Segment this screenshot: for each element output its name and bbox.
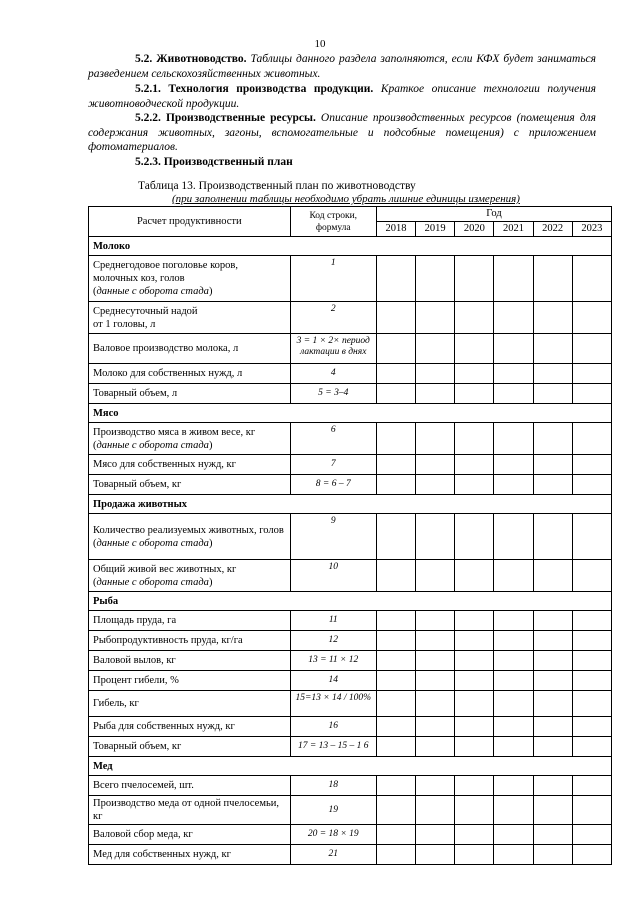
row-label-text: Рыба для собственных нужд, кг: [93, 721, 235, 732]
row-label: [89, 384, 291, 404]
page-number: 10: [314, 38, 326, 50]
value-cell[interactable]: [455, 825, 494, 845]
row-code: 7: [290, 455, 376, 475]
value-cell[interactable]: [572, 384, 611, 404]
value-cell[interactable]: [376, 631, 415, 651]
value-cell[interactable]: [455, 256, 494, 302]
value-cell[interactable]: [376, 514, 415, 560]
row-label-text: Молоко для собственных нужд, л: [93, 368, 243, 379]
row-label: [89, 364, 291, 384]
table-row: [89, 651, 612, 671]
value-cell[interactable]: [376, 302, 415, 334]
row-note: данные с оборота стада: [96, 286, 209, 297]
value-cell[interactable]: [416, 737, 455, 757]
row-label-text: Количество реализуемых животных, голов: [93, 524, 284, 536]
value-cell[interactable]: [494, 455, 533, 475]
value-cell[interactable]: [494, 364, 533, 384]
table-row: [89, 423, 612, 455]
value-cell[interactable]: [494, 717, 533, 737]
row-label: [89, 825, 291, 845]
value-cell[interactable]: [533, 302, 572, 334]
row-label-text: Валовой сбор меда, кг: [93, 829, 193, 840]
table-row: [89, 691, 612, 717]
row-code: 17 = 13 – 15 – 1 6: [290, 737, 376, 757]
value-cell[interactable]: [572, 611, 611, 631]
row-label-text: Рыбопродуктивность пруда, кг/га: [93, 635, 243, 646]
value-cell[interactable]: [533, 737, 572, 757]
table-note: (при заполнении таблицы необходимо убрать лишние единицы измерения): [172, 193, 520, 205]
row-code: 4: [290, 364, 376, 384]
table-row: [89, 631, 612, 651]
row-label: [89, 651, 291, 671]
value-cell[interactable]: [455, 423, 494, 455]
row-label-text-2: от 1 головы, л: [93, 318, 156, 330]
value-cell[interactable]: [416, 671, 455, 691]
row-label-text: Валовой вылов, кг: [93, 655, 176, 666]
value-cell[interactable]: [376, 475, 415, 495]
row-label: [89, 796, 291, 825]
value-cell[interactable]: [572, 691, 611, 717]
table-row: [89, 845, 612, 865]
value-cell[interactable]: [572, 514, 611, 560]
header-indicator: Расчет продуктивности: [89, 207, 291, 237]
value-cell[interactable]: [533, 475, 572, 495]
row-label-text: Среднегодовое поголовье коров, молочных коз, голов: [93, 260, 238, 284]
value-cell[interactable]: [572, 475, 611, 495]
value-cell[interactable]: [533, 671, 572, 691]
value-cell[interactable]: [533, 691, 572, 717]
section-5-2-2: [88, 111, 596, 155]
value-cell[interactable]: [376, 845, 415, 865]
value-cell[interactable]: [376, 423, 415, 455]
value-cell[interactable]: [572, 256, 611, 302]
value-cell[interactable]: [533, 845, 572, 865]
value-cell[interactable]: [494, 611, 533, 631]
value-cell[interactable]: [416, 776, 455, 796]
header-year: Год: [376, 207, 611, 222]
section-5-2-1-text: Краткое описание технологии получения животноводческой продукции.: [88, 83, 596, 110]
row-label-text: Валовое производство молока, л: [93, 343, 239, 354]
value-cell[interactable]: [572, 825, 611, 845]
group-row: [89, 757, 612, 776]
value-cell[interactable]: [376, 384, 415, 404]
value-cell[interactable]: [455, 611, 494, 631]
group-title: Мясо: [89, 404, 612, 423]
section-5-2-2-number: 5.2.2.: [135, 112, 161, 124]
value-cell[interactable]: [455, 364, 494, 384]
value-cell[interactable]: [494, 776, 533, 796]
value-cell[interactable]: [455, 717, 494, 737]
header-code: Код строки, формула: [290, 207, 376, 237]
section-5-2-2-text: Описание производственных ресурсов (помещения для содержания животных, загоны, вспомогательные и подсобные помещения) с приложением фотоматериалов.: [88, 112, 597, 153]
value-cell[interactable]: [376, 825, 415, 845]
value-cell[interactable]: [533, 651, 572, 671]
value-cell[interactable]: [572, 334, 611, 364]
row-code: 14: [290, 671, 376, 691]
row-code: 21: [290, 845, 376, 865]
row-code: 12: [290, 631, 376, 651]
table-row: [89, 455, 612, 475]
table-row: [89, 514, 612, 560]
value-cell[interactable]: [533, 384, 572, 404]
value-cell[interactable]: [416, 691, 455, 717]
value-cell[interactable]: [416, 334, 455, 364]
value-cell[interactable]: [533, 776, 572, 796]
group-row: [89, 404, 612, 423]
value-cell[interactable]: [376, 776, 415, 796]
value-cell[interactable]: [494, 671, 533, 691]
section-5-2-1: [88, 82, 596, 111]
table-row: [89, 671, 612, 691]
row-label-text: Мед для собственных нужд, кг: [93, 849, 231, 860]
table-row: [89, 776, 612, 796]
table-row: [89, 825, 612, 845]
value-cell[interactable]: [572, 631, 611, 651]
value-cell[interactable]: [455, 737, 494, 757]
value-cell[interactable]: [533, 334, 572, 364]
row-code: 9: [290, 514, 376, 560]
table-row: [89, 560, 612, 592]
row-label-text: Товарный объем, кг: [93, 741, 182, 752]
value-cell[interactable]: [416, 796, 455, 825]
value-cell[interactable]: [416, 611, 455, 631]
row-label-text: Производство мяса в живом весе, кг: [93, 426, 256, 438]
row-code: 11: [290, 611, 376, 631]
group-row: [89, 592, 612, 611]
value-cell[interactable]: [416, 384, 455, 404]
value-cell[interactable]: [572, 560, 611, 592]
value-cell[interactable]: [455, 514, 494, 560]
year-cell: 2020: [455, 222, 494, 237]
value-cell[interactable]: [533, 611, 572, 631]
value-cell[interactable]: [572, 455, 611, 475]
value-cell[interactable]: [376, 737, 415, 757]
row-note: данные с оборота стада: [96, 439, 209, 451]
section-5-2-number: 5.2.: [135, 53, 153, 65]
section-5-2: [88, 52, 596, 81]
value-cell[interactable]: [494, 256, 533, 302]
row-code: 1: [290, 256, 376, 302]
table-row: [89, 334, 612, 364]
section-5-2-title: Животноводство.: [156, 53, 247, 65]
value-cell[interactable]: [533, 455, 572, 475]
row-code: 6: [290, 423, 376, 455]
section-5-2-2-title: Производственные ресурсы.: [165, 112, 316, 124]
value-cell[interactable]: [416, 364, 455, 384]
value-cell[interactable]: [376, 796, 415, 825]
value-cell[interactable]: [494, 651, 533, 671]
production-plan-table: [88, 206, 612, 865]
value-cell[interactable]: [572, 651, 611, 671]
value-cell[interactable]: [376, 691, 415, 717]
value-cell[interactable]: [494, 302, 533, 334]
row-code: 15=13 × 14 / 100%: [290, 691, 376, 717]
value-cell[interactable]: [494, 384, 533, 404]
row-code: 18: [290, 776, 376, 796]
value-cell[interactable]: [416, 455, 455, 475]
row-note: данные с оборота стада: [96, 576, 209, 588]
group-row: [89, 237, 612, 256]
value-cell[interactable]: [416, 651, 455, 671]
value-cell[interactable]: [455, 631, 494, 651]
row-code: 20 = 18 × 19: [290, 825, 376, 845]
value-cell[interactable]: [533, 631, 572, 651]
value-cell[interactable]: [416, 475, 455, 495]
value-cell[interactable]: [376, 560, 415, 592]
value-cell[interactable]: [376, 717, 415, 737]
group-row: [89, 495, 612, 514]
year-cell: 2021: [494, 222, 533, 237]
table-row: [89, 796, 612, 825]
section-5-2-1-number: 5.2.1.: [135, 83, 161, 95]
value-cell[interactable]: [494, 334, 533, 364]
value-cell[interactable]: [455, 334, 494, 364]
value-cell[interactable]: [455, 302, 494, 334]
value-cell[interactable]: [533, 825, 572, 845]
row-label: [89, 334, 291, 364]
value-cell[interactable]: [455, 560, 494, 592]
value-cell[interactable]: [494, 423, 533, 455]
row-label: [89, 455, 291, 475]
row-label: Общий живой вес животных, кг (данные с оборота стада): [89, 560, 291, 592]
value-cell[interactable]: [455, 651, 494, 671]
row-code: 3 = 1 × 2× период лактации в днях: [290, 334, 376, 364]
table-row: [89, 302, 612, 334]
value-cell[interactable]: [416, 560, 455, 592]
value-cell[interactable]: [533, 514, 572, 560]
value-cell[interactable]: [376, 334, 415, 364]
value-cell[interactable]: [533, 717, 572, 737]
value-cell[interactable]: [533, 796, 572, 825]
value-cell[interactable]: [455, 796, 494, 825]
value-cell[interactable]: [376, 256, 415, 302]
value-cell[interactable]: [494, 514, 533, 560]
value-cell[interactable]: [572, 717, 611, 737]
value-cell[interactable]: [416, 256, 455, 302]
value-cell[interactable]: [416, 717, 455, 737]
value-cell[interactable]: [455, 845, 494, 865]
row-label: [89, 475, 291, 495]
value-cell[interactable]: [572, 302, 611, 334]
row-label-text: Площадь пруда, га: [93, 615, 177, 626]
row-label-text: Товарный объем, л: [93, 388, 178, 399]
row-code: 8 = 6 – 7: [290, 475, 376, 495]
row-label-text: Товарный объем, кг: [93, 479, 182, 490]
value-cell[interactable]: [572, 737, 611, 757]
row-label-text: Общий живой вес животных, кг: [93, 563, 237, 575]
value-cell[interactable]: [455, 475, 494, 495]
value-cell[interactable]: [376, 651, 415, 671]
value-cell[interactable]: [455, 384, 494, 404]
value-cell[interactable]: [416, 514, 455, 560]
table-row: [89, 256, 612, 302]
value-cell[interactable]: [376, 671, 415, 691]
section-5-2-1-title: Технология производства продукции.: [168, 83, 374, 95]
value-cell[interactable]: [416, 423, 455, 455]
row-code: 16: [290, 717, 376, 737]
row-note: данные с оборота стада: [96, 537, 209, 549]
table-row: [89, 475, 612, 495]
value-cell[interactable]: [572, 776, 611, 796]
row-label: [89, 611, 291, 631]
row-label: Производство мяса в живом весе, кг (данные с оборота стада): [89, 423, 291, 455]
row-code: 5 = 3–4: [290, 384, 376, 404]
value-cell[interactable]: [455, 691, 494, 717]
value-cell[interactable]: [572, 671, 611, 691]
row-label-text: Всего пчелосемей, шт.: [93, 780, 194, 791]
value-cell[interactable]: [455, 776, 494, 796]
value-cell[interactable]: [376, 611, 415, 631]
year-cell: 2022: [533, 222, 572, 237]
row-label: [89, 737, 291, 757]
value-cell[interactable]: [494, 475, 533, 495]
table-row: [89, 611, 612, 631]
table-row: [89, 717, 612, 737]
row-code: 19: [290, 796, 376, 825]
value-cell[interactable]: [572, 796, 611, 825]
value-cell[interactable]: [494, 691, 533, 717]
year-cell: 2023: [572, 222, 611, 237]
value-cell[interactable]: [533, 560, 572, 592]
value-cell[interactable]: [533, 423, 572, 455]
value-cell[interactable]: [572, 364, 611, 384]
row-label: [89, 691, 291, 717]
table-row: [89, 384, 612, 404]
group-title: Молоко: [89, 237, 612, 256]
year-cell: 2019: [416, 222, 455, 237]
row-label-text: Гибель, кг: [93, 698, 139, 709]
row-code: 10: [290, 560, 376, 592]
value-cell[interactable]: [533, 364, 572, 384]
value-cell[interactable]: [494, 560, 533, 592]
row-label: Количество реализуемых животных, голов (данные с оборота стада): [89, 514, 291, 560]
row-code: 13 = 11 × 12: [290, 651, 376, 671]
value-cell[interactable]: [494, 845, 533, 865]
year-cell: 2018: [376, 222, 415, 237]
row-label: [89, 717, 291, 737]
value-cell[interactable]: [376, 455, 415, 475]
section-5-2-3-title: 5.2.3. Производственный план: [135, 156, 293, 168]
value-cell[interactable]: [572, 845, 611, 865]
value-cell[interactable]: [455, 671, 494, 691]
value-cell[interactable]: [494, 737, 533, 757]
row-label-text: Среднесуточный надой: [93, 305, 198, 317]
value-cell[interactable]: [572, 423, 611, 455]
value-cell[interactable]: [494, 796, 533, 825]
value-cell[interactable]: [416, 631, 455, 651]
row-code: 2: [290, 302, 376, 334]
row-label: [89, 631, 291, 651]
row-label-text: Производство меда от одной пчелосемьи, кг: [93, 798, 279, 822]
row-label: Среднегодовое поголовье коров, молочных коз, голов (данные с оборота стада): [89, 256, 291, 302]
row-label: [89, 776, 291, 796]
section-5-2-3: [88, 155, 596, 170]
value-cell[interactable]: [494, 825, 533, 845]
row-label-text: Мясо для собственных нужд, кг: [93, 459, 236, 470]
table-row: [89, 737, 612, 757]
table-row: [89, 364, 612, 384]
value-cell[interactable]: [416, 845, 455, 865]
group-title: Мед: [89, 757, 612, 776]
value-cell[interactable]: [455, 455, 494, 475]
value-cell[interactable]: [533, 256, 572, 302]
row-label: [89, 845, 291, 865]
row-label-text: Процент гибели, %: [93, 675, 179, 686]
value-cell[interactable]: [416, 825, 455, 845]
table-caption: Таблица 13. Производственный план по животноводству: [138, 180, 416, 192]
row-label: [89, 671, 291, 691]
group-title: Рыба: [89, 592, 612, 611]
section-5-2-text: Таблицы данного раздела заполняются, если КФХ будет заниматься разведением сельскохозяйственных животных.: [88, 53, 597, 80]
value-cell[interactable]: [416, 302, 455, 334]
value-cell[interactable]: [376, 364, 415, 384]
group-title: Продажа животных: [89, 495, 612, 514]
value-cell[interactable]: [494, 631, 533, 651]
row-label: [89, 302, 291, 334]
